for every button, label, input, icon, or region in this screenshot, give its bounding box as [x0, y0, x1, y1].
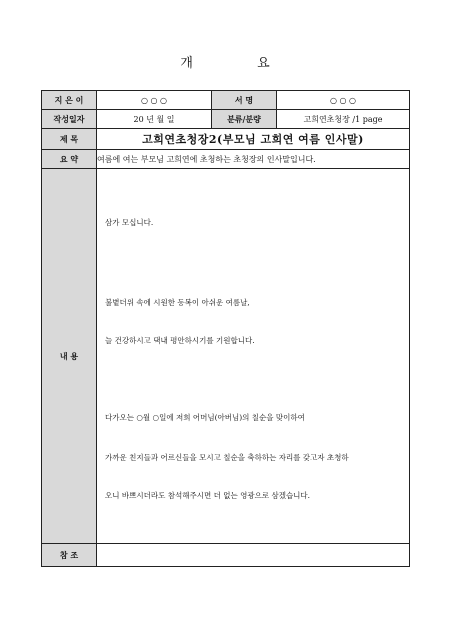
signature-value: ○ ○ ○ [277, 91, 410, 110]
content-line: 불볕더위 속에 시원한 동복이 아쉬운 여름날, [105, 298, 250, 307]
category-value: 고희연초청장 /1 page [277, 110, 410, 129]
author-value: ○ ○ ○ [97, 91, 212, 110]
subject-value: 고희연초청장2(부모님 고희연 여름 인사말) [97, 129, 410, 150]
content-line: 오니 바쁘시더라도 참석해주시면 더 없는 영광으로 삼겠습니다. [105, 491, 311, 500]
content-line: 가까운 친지들과 어르신들을 모시고 칠순을 축하하는 자리를 갖고자 초청하 [105, 453, 349, 462]
overview-form [41, 90, 410, 567]
reference-value [97, 544, 410, 567]
content-label: 내 용 [42, 169, 97, 544]
summary-label: 요 약 [42, 150, 97, 169]
date-value: 20 년 월 일 [97, 110, 212, 129]
document-title: 개 요 [180, 56, 300, 71]
category-label: 분류/분량 [212, 110, 277, 129]
reference-label: 참 조 [42, 544, 97, 567]
summary-value: 여름에 여는 부모님 고희연에 초청하는 초청장의 인사말입니다. [97, 150, 410, 169]
content-line: 삼가 모십니다. [105, 218, 154, 227]
date-label: 작성일자 [42, 110, 97, 129]
author-label: 지 은 이 [42, 91, 97, 110]
content-body [97, 169, 410, 544]
signature-label: 서 명 [212, 91, 277, 110]
subject-label: 제 목 [42, 129, 97, 150]
content-line: 늘 건강하시고 댁내 평안하시기를 기원합니다. [105, 336, 255, 345]
content-line: 다가오는 ○월 ○일에 저희 어머님(아버님)의 칠순을 맞이하여 [105, 413, 305, 422]
